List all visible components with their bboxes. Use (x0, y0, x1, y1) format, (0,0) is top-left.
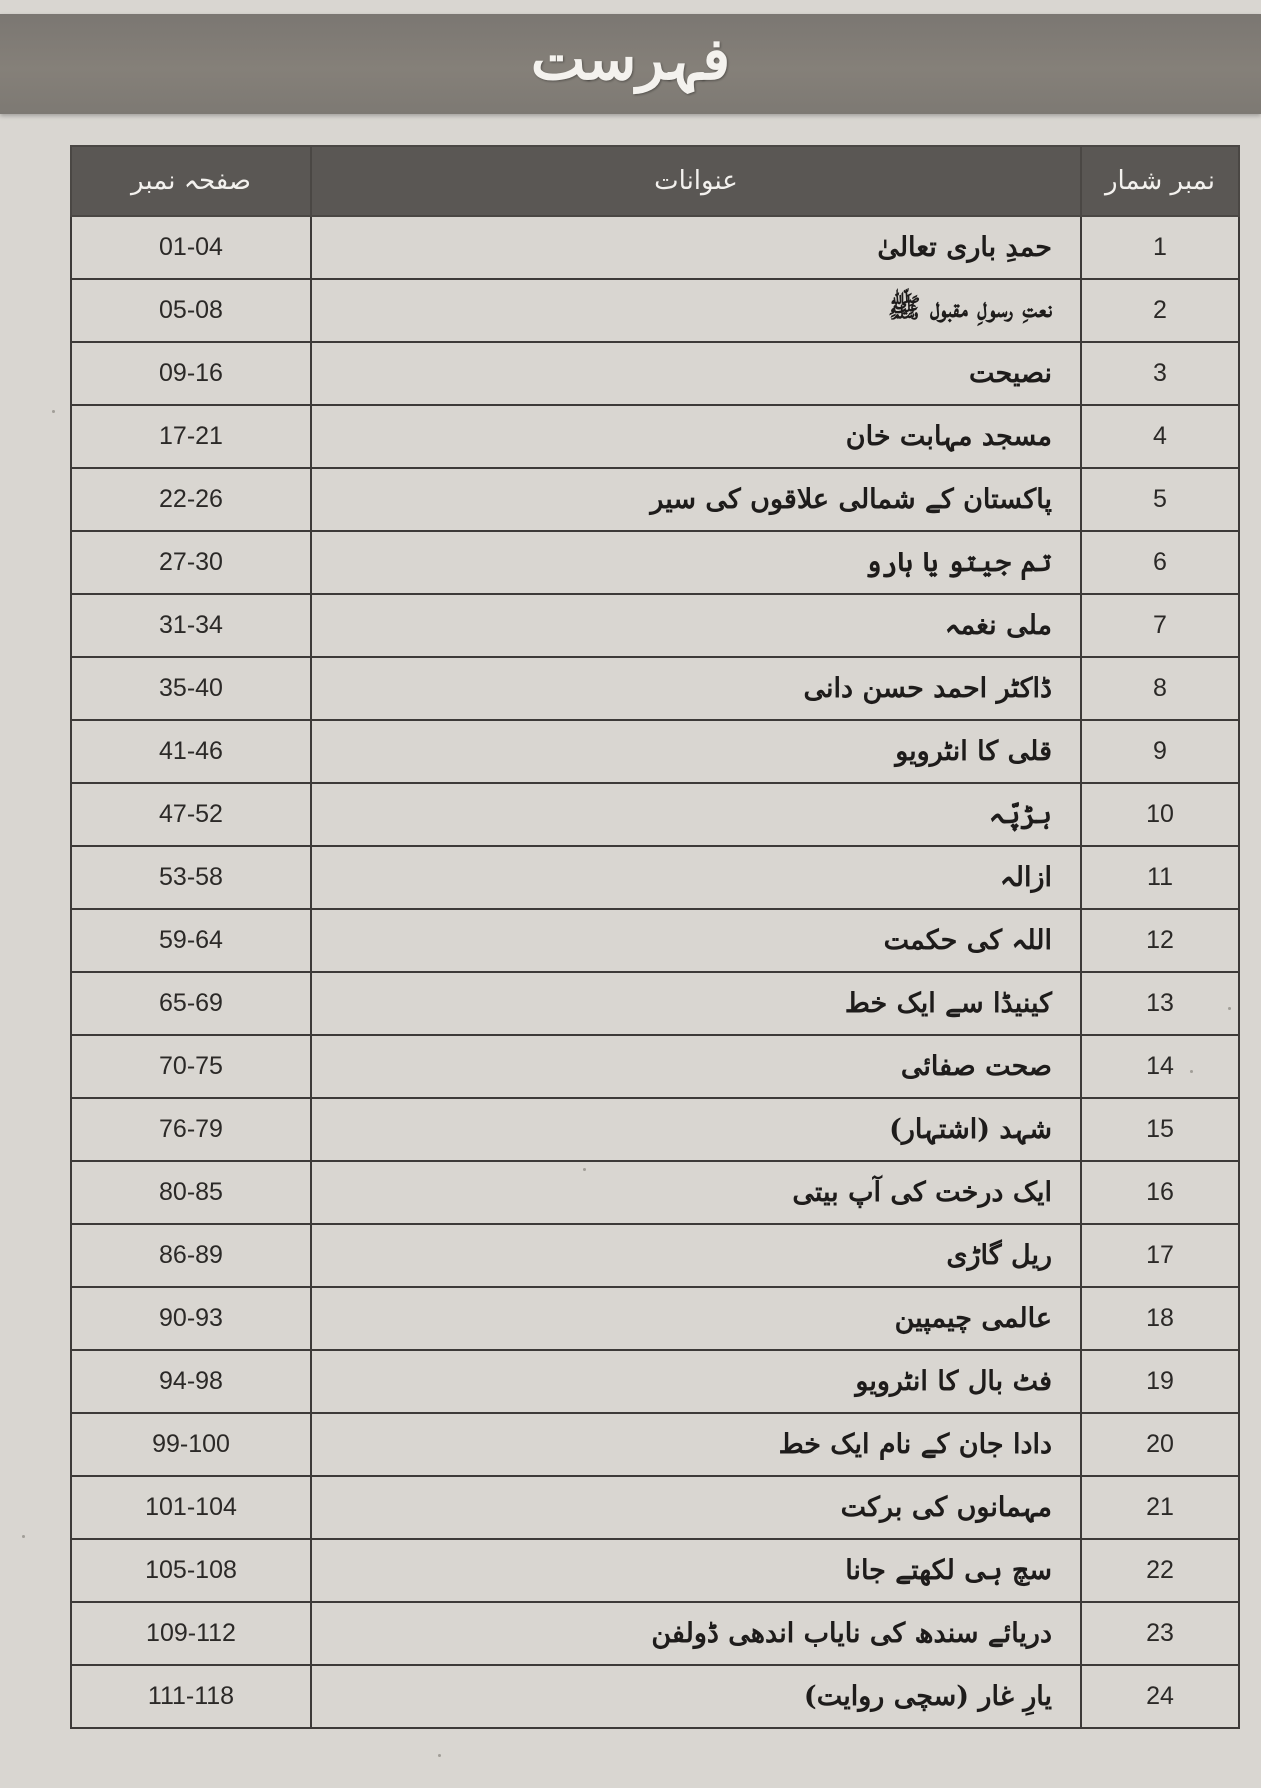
row-number: 16 (1081, 1161, 1239, 1224)
row-pages: 76-79 (71, 1098, 311, 1161)
page-title: فہرست (530, 25, 731, 93)
row-number: 4 (1081, 405, 1239, 468)
paper-speck (52, 410, 55, 413)
row-number: 8 (1081, 657, 1239, 720)
contents-table (70, 145, 1240, 1729)
row-number: 20 (1081, 1413, 1239, 1476)
row-number: 18 (1081, 1287, 1239, 1350)
row-pages: 01-04 (71, 216, 311, 279)
row-title: ازالہ (311, 846, 1081, 909)
row-pages: 111-118 (71, 1665, 311, 1728)
table-row (71, 1413, 1239, 1476)
header-number: نمبر شمار (1081, 146, 1239, 216)
table-row (71, 720, 1239, 783)
row-pages: 41-46 (71, 720, 311, 783)
table-row (71, 594, 1239, 657)
row-pages: 17-21 (71, 405, 311, 468)
row-number: 1 (1081, 216, 1239, 279)
table-row (71, 1098, 1239, 1161)
row-pages: 105-108 (71, 1539, 311, 1602)
row-pages: 05-08 (71, 279, 311, 342)
row-number: 19 (1081, 1350, 1239, 1413)
row-title: ڈاکٹر احمد حسن دانی (311, 657, 1081, 720)
row-number: 17 (1081, 1224, 1239, 1287)
table-row (71, 783, 1239, 846)
row-title: عالمی چیمپین (311, 1287, 1081, 1350)
row-pages: 65-69 (71, 972, 311, 1035)
table-row (71, 216, 1239, 279)
table-row (71, 1539, 1239, 1602)
row-title: ہڑپّہ (311, 783, 1081, 846)
row-pages: 90-93 (71, 1287, 311, 1350)
row-title: دریائے سندھ کی نایاب اندھی ڈولفن (311, 1602, 1081, 1665)
row-number: 23 (1081, 1602, 1239, 1665)
header-row (71, 146, 1239, 216)
row-pages: 59-64 (71, 909, 311, 972)
row-pages: 86-89 (71, 1224, 311, 1287)
row-title: ملی نغمہ (311, 594, 1081, 657)
table-row (71, 1350, 1239, 1413)
header-titles: عنوانات (311, 146, 1081, 216)
row-number: 5 (1081, 468, 1239, 531)
row-pages: 109-112 (71, 1602, 311, 1665)
row-pages: 47-52 (71, 783, 311, 846)
row-pages: 27-30 (71, 531, 311, 594)
row-title: نعتِ رسولِ مقبول ﷺ (311, 279, 1081, 342)
paper-speck (1228, 1007, 1231, 1010)
row-number: 15 (1081, 1098, 1239, 1161)
row-title: سچ ہی لکھتے جانا (311, 1539, 1081, 1602)
row-pages: 09-16 (71, 342, 311, 405)
paper-speck (1190, 1070, 1193, 1073)
row-pages: 101-104 (71, 1476, 311, 1539)
table-row (71, 1287, 1239, 1350)
table-row (71, 909, 1239, 972)
row-title: صحت صفائی (311, 1035, 1081, 1098)
table-row (71, 1602, 1239, 1665)
table-row (71, 405, 1239, 468)
table-row (71, 342, 1239, 405)
paper-speck (438, 1754, 441, 1757)
row-title: ریل گاڑی (311, 1224, 1081, 1287)
row-title: قلی کا انٹرویو (311, 720, 1081, 783)
table-row (71, 279, 1239, 342)
table-row (71, 846, 1239, 909)
row-number: 9 (1081, 720, 1239, 783)
table-row (71, 531, 1239, 594)
row-pages: 80-85 (71, 1161, 311, 1224)
row-title: مسجد مہابت خان (311, 405, 1081, 468)
row-number: 22 (1081, 1539, 1239, 1602)
row-number: 7 (1081, 594, 1239, 657)
table-row (71, 657, 1239, 720)
table-row (71, 1665, 1239, 1728)
paper-speck (22, 1535, 25, 1538)
row-title: کینیڈا سے ایک خط (311, 972, 1081, 1035)
row-title: فٹ بال کا انٹرویو (311, 1350, 1081, 1413)
row-pages: 53-58 (71, 846, 311, 909)
row-pages: 31-34 (71, 594, 311, 657)
row-title: شہد (اشتہار) (311, 1098, 1081, 1161)
row-number: 3 (1081, 342, 1239, 405)
row-pages: 70-75 (71, 1035, 311, 1098)
row-pages: 94-98 (71, 1350, 311, 1413)
table-row (71, 1476, 1239, 1539)
row-pages: 99-100 (71, 1413, 311, 1476)
row-title: حمدِ باری تعالیٰ (311, 216, 1081, 279)
row-number: 13 (1081, 972, 1239, 1035)
row-number: 12 (1081, 909, 1239, 972)
table-row (71, 1224, 1239, 1287)
row-title: مہمانوں کی برکت (311, 1476, 1081, 1539)
header-page: صفحہ نمبر (71, 146, 311, 216)
row-title: یارِ غار (سچی روایت) (311, 1665, 1081, 1728)
row-title: پاکستان کے شمالی علاقوں کی سیر (311, 468, 1081, 531)
row-number: 24 (1081, 1665, 1239, 1728)
row-title: نصیحت (311, 342, 1081, 405)
table-row (71, 1161, 1239, 1224)
row-title: دادا جان کے نام ایک خط (311, 1413, 1081, 1476)
row-number: 2 (1081, 279, 1239, 342)
row-pages: 35-40 (71, 657, 311, 720)
row-pages: 22-26 (71, 468, 311, 531)
row-title: اللہ کی حکمت (311, 909, 1081, 972)
row-title: ایک درخت کی آپ بیتی (311, 1161, 1081, 1224)
paper-speck (583, 1168, 586, 1171)
row-number: 14 (1081, 1035, 1239, 1098)
row-number: 21 (1081, 1476, 1239, 1539)
row-number: 10 (1081, 783, 1239, 846)
row-number: 11 (1081, 846, 1239, 909)
row-title: تم جیتو یا ہارو (311, 531, 1081, 594)
table-row (71, 972, 1239, 1035)
table-row (71, 468, 1239, 531)
table-row (71, 1035, 1239, 1098)
row-number: 6 (1081, 531, 1239, 594)
